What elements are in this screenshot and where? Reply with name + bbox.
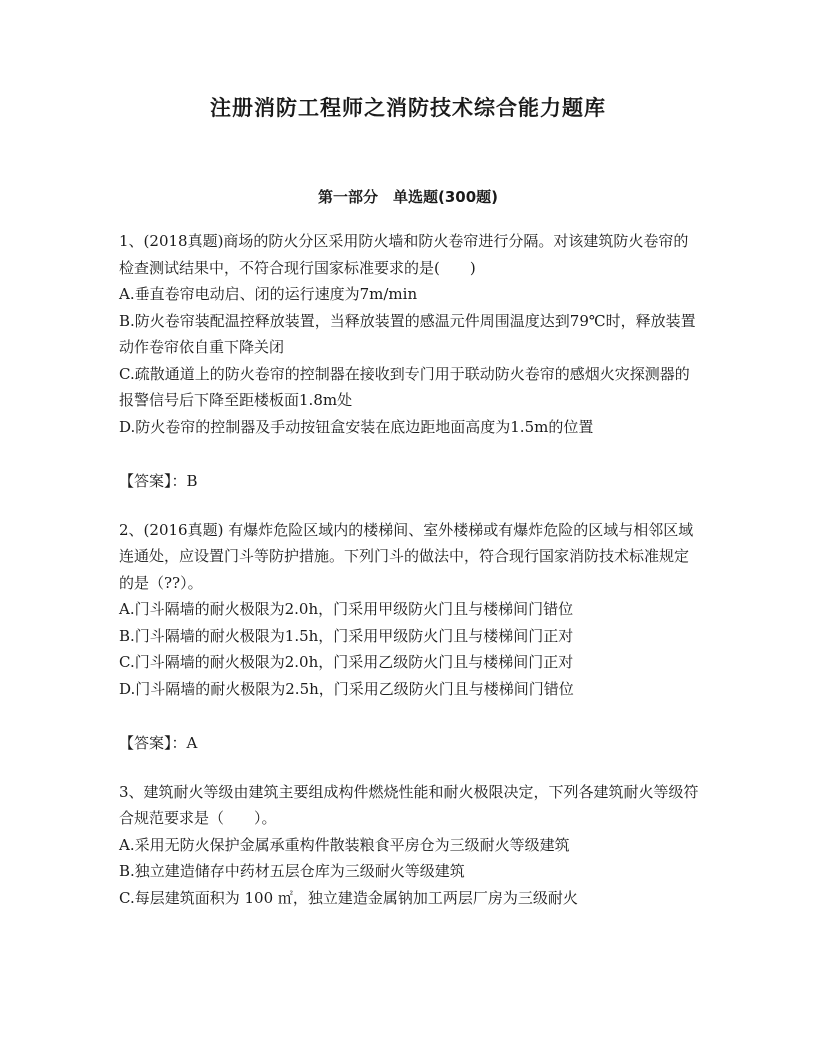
option-c: C.每层建筑面积为 100 ㎡，独立建造金属钠加工两层厂房为三级耐火 bbox=[119, 888, 578, 907]
question-stem: 1、(2018真题)商场的防火分区采用防火墙和防火卷帘进行分隔。对该建筑防火卷帘的检查测试结果中，不符合现行国家标准要求的是( ) bbox=[119, 232, 689, 277]
section-heading: 第一部分 单选题(300题) bbox=[317, 188, 499, 206]
question-stem: 2、(2016真题) 有爆炸危险区域内的楼梯间、室外楼梯或有爆炸危险的区域与相邻区域连通处，应设置门斗等防护措施。下列门斗的做法中，符合现行国家消防技术标准规定的是（??）。 bbox=[119, 520, 694, 592]
document-title: 注册消防工程师之消防技术综合能力题库 bbox=[210, 96, 606, 120]
option-c: C.门斗隔墙的耐火极限为2.0h，门采用乙级防火门且与楼梯间门正对 bbox=[119, 653, 574, 671]
option-b: B.防火卷帘装配温控释放装置，当释放装置的感温元件周围温度达到79℃时，释放装置动作卷帘依自重下降关闭 bbox=[119, 311, 696, 356]
option-b: B.门斗隔墙的耐火极限为1.5h，门采用甲级防火门且与楼梯间门正对 bbox=[119, 626, 574, 645]
question-list bbox=[119, 228, 699, 911]
option-d: D.门斗隔墙的耐火极限为2.5h，门采用乙级防火门且与楼梯间门错位 bbox=[119, 679, 574, 698]
option-c: C.疏散通道上的防火卷帘的控制器在接收到专门用于联动防火卷帘的感烟火灾探测器的报警信号后下降至距楼板面1.8m处 bbox=[119, 364, 690, 409]
option-d: D.防火卷帘的控制器及手动按钮盒安装在底边距地面高度为1.5m的位置 bbox=[119, 417, 594, 436]
option-a: A.垂直卷帘电动启、闭的运行速度为7m/min bbox=[119, 285, 418, 303]
answer-line: 【答案】：A bbox=[119, 734, 198, 752]
question-item bbox=[119, 228, 699, 495]
option-a: A.门斗隔墙的耐火极限为2.0h，门采用甲级防火门且与楼梯间门错位 bbox=[119, 600, 574, 618]
question-stem: 3、建筑耐火等级由建筑主要组成构件燃烧性能和耐火极限决定，下列各建筑耐火等级符 合规范要求是（ ）。 bbox=[119, 782, 699, 827]
question-item bbox=[119, 517, 699, 757]
option-b: B.独立建造储存中药材五层仓库为三级耐火等级建筑 bbox=[119, 862, 465, 880]
answer-line: 【答案】：B bbox=[119, 472, 198, 490]
option-a: A.采用无防火保护金属承重构件散装粮食平房仓为三级耐火等级建筑 bbox=[119, 835, 570, 854]
question-item bbox=[119, 779, 699, 912]
